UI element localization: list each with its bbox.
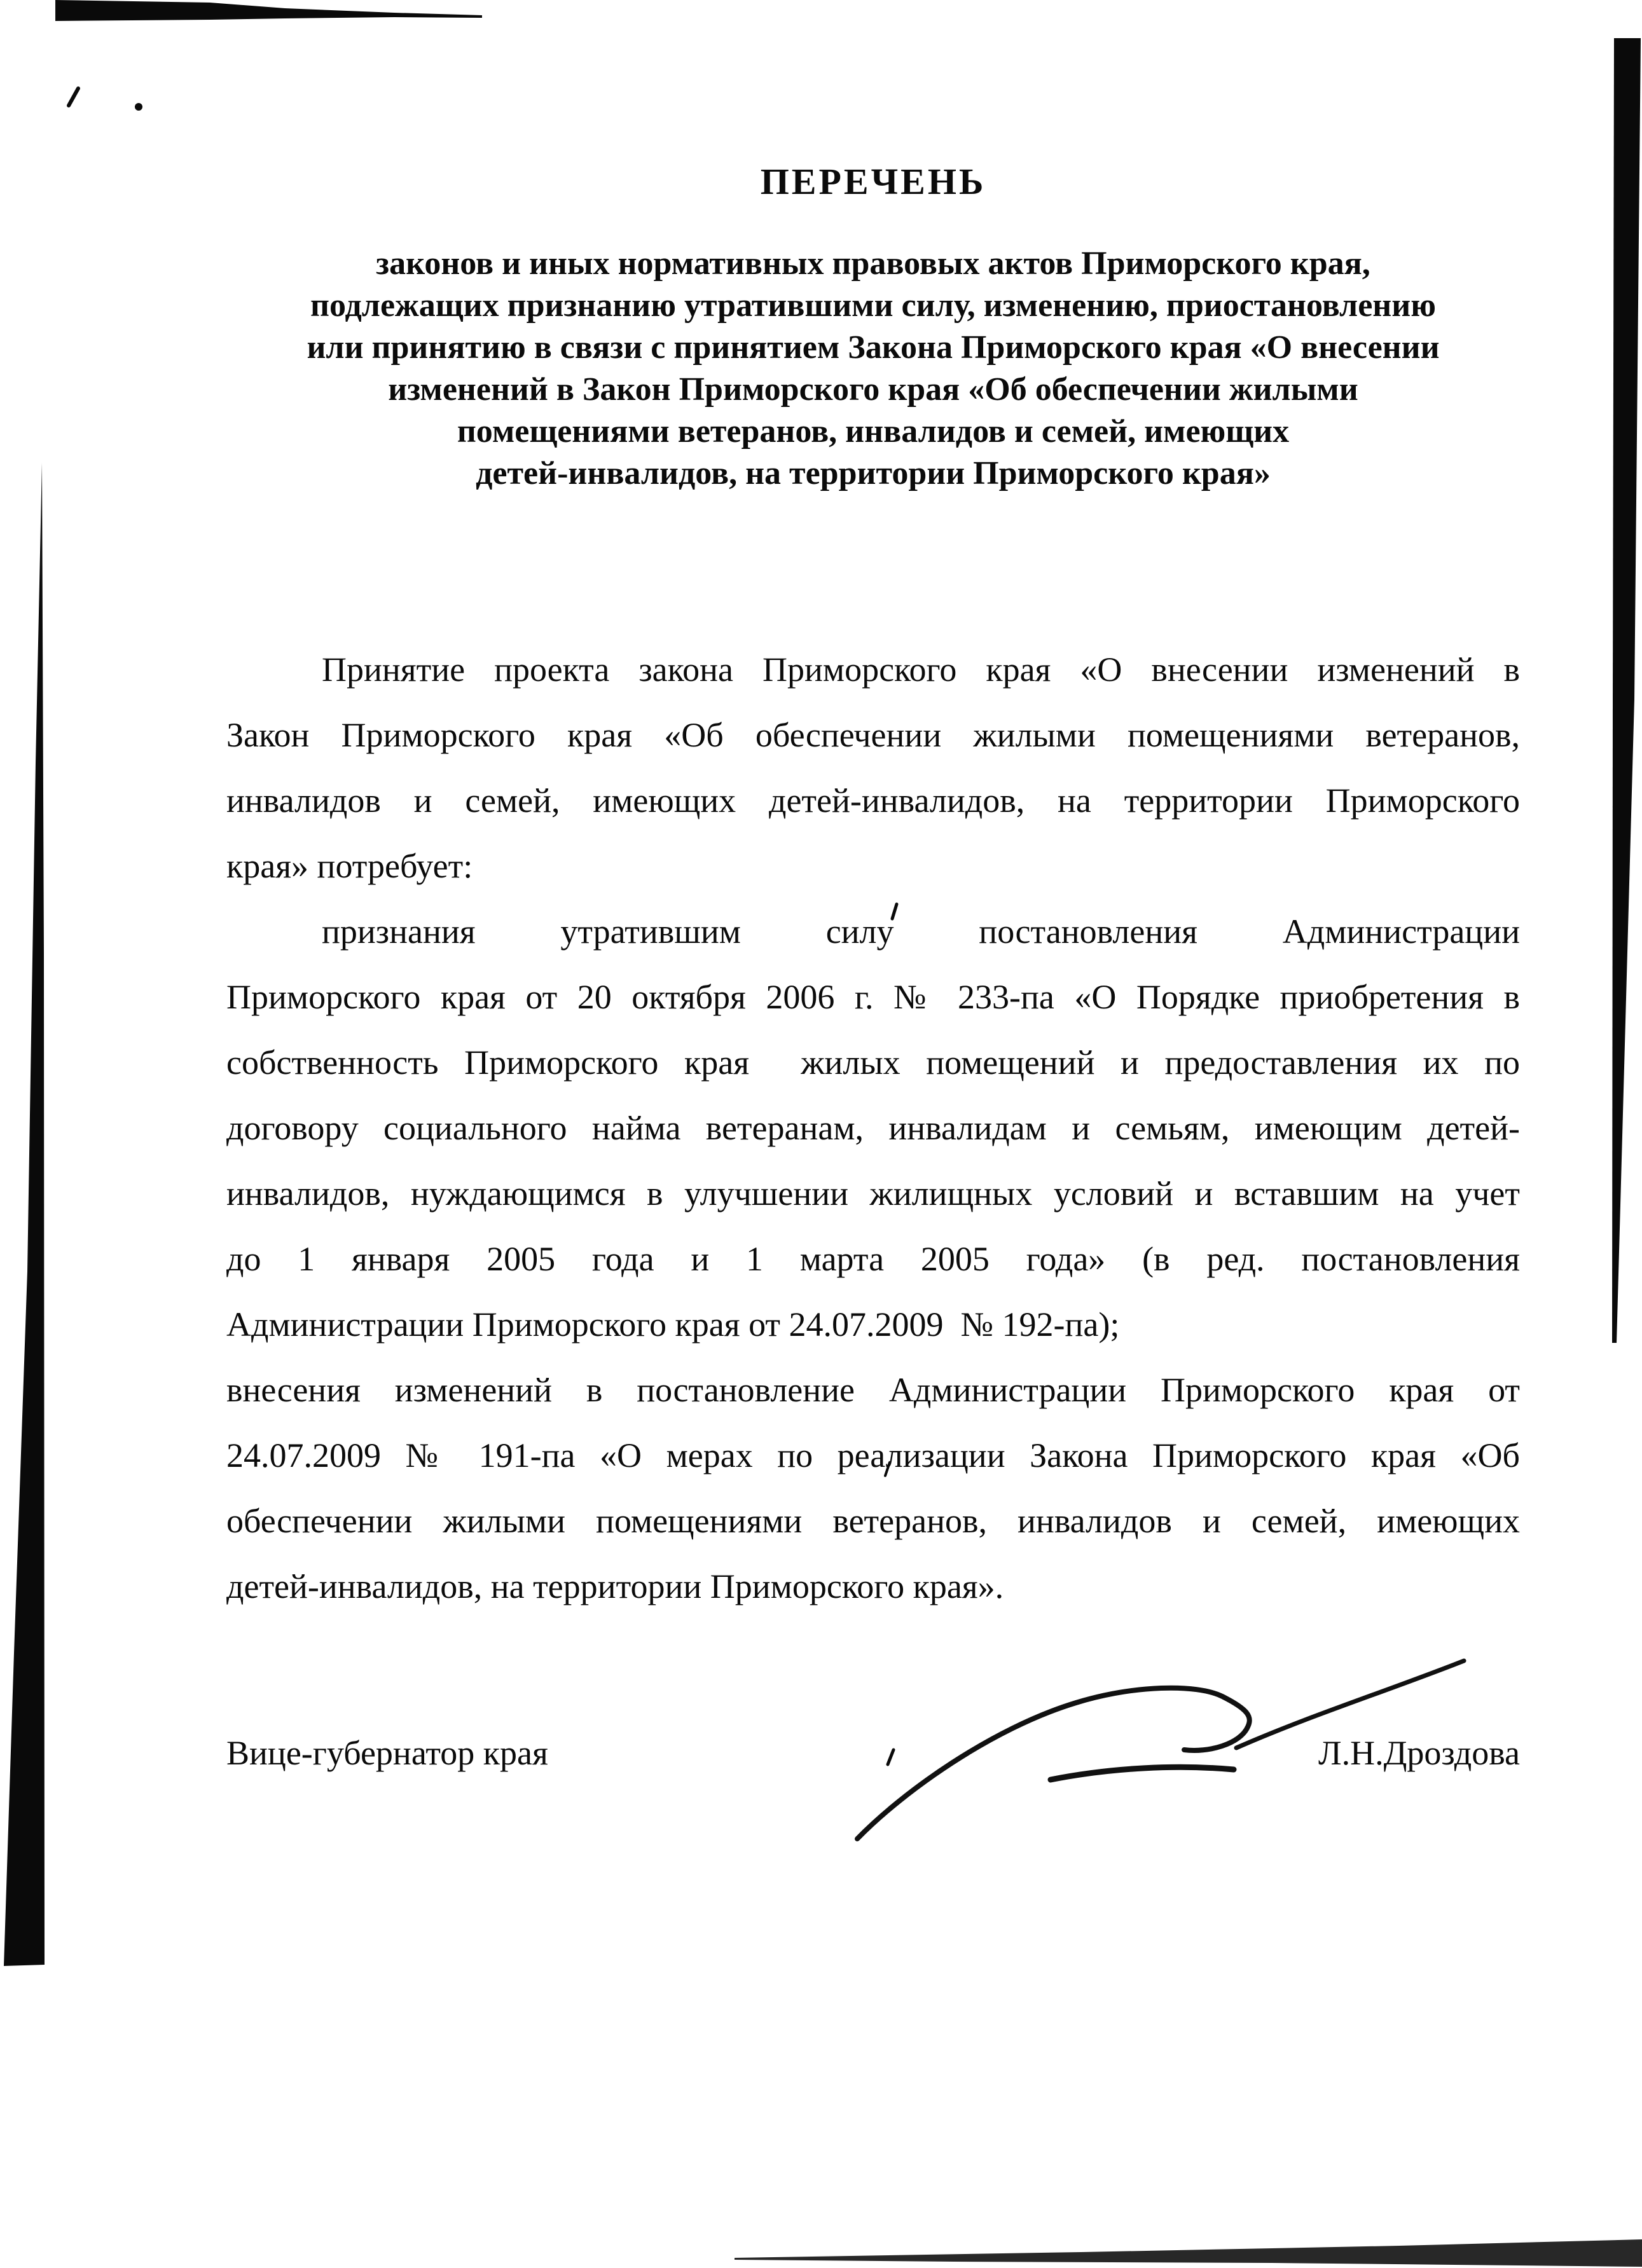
document-subtitle	[226, 243, 1520, 495]
scan-artifact-bottom-band	[735, 2239, 1642, 2267]
subtitle-line: изменений в Закон Приморского края «Об обеспечении жилыми	[388, 371, 1358, 408]
document-title: ПЕРЕЧЕНЬ	[760, 161, 986, 202]
body-line: обеспечении жилыми помещениями ветеранов, инвалидов и семей, имеющих	[226, 1502, 1520, 1540]
body-line: Закон Приморского края «Об обеспечении жилыми помещениями ветеранов,	[226, 716, 1520, 754]
body-line: договору социального найма ветеранам, инвалидам и семьям, имеющим детей-	[226, 1109, 1520, 1147]
document-body	[226, 637, 1520, 1619]
body-line: собственность Приморского края жилых помещений и предоставления их по	[226, 1043, 1520, 1082]
body-line: инвалидов, нуждающимся в улучшении жилищных условий и вставшим на учет	[226, 1174, 1520, 1213]
body-line: края» потребует:	[226, 847, 473, 885]
subtitle-line: подлежащих признанию утратившими силу, изменению, приостановлению	[310, 287, 1436, 324]
body-line: 24.07.2009 № 191-па «О мерах по реализации Закона Приморского края «Об	[226, 1436, 1520, 1474]
scan-artifact-top-bar	[55, 0, 482, 21]
subtitle-line: законов и иных нормативных правовых актов Приморского края,	[376, 245, 1370, 282]
signature-position-label: Вице-губернатор края	[226, 1734, 548, 1772]
body-line: до 1 января 2005 года и 1 марта 2005 года» (в ред. постановления	[226, 1240, 1520, 1278]
body-line: внесения изменений в постановление Администрации Приморского края от	[226, 1371, 1520, 1409]
body-line: Принятие проекта закона Приморского края «О внесении изменений в	[322, 650, 1520, 689]
scan-artifact-left-bar	[4, 463, 45, 1966]
signatory-name: Л.Н.Дроздова	[1318, 1734, 1520, 1772]
subtitle-line: или принятию в связи с принятием Закона Приморского края «О внесении	[307, 329, 1440, 366]
subtitle-line: детей-инвалидов, на территории Приморского края»	[476, 455, 1271, 491]
body-line: инвалидов и семей, имеющих детей-инвалидов, на территории Приморского	[226, 781, 1520, 820]
subtitle-line: помещениями ветеранов, инвалидов и семей, имеющих	[457, 413, 1290, 450]
body-line: детей-инвалидов, на территории Приморского края».	[226, 1567, 1004, 1605]
body-line: Приморского края от 20 октября 2006 г. № 233-па «О Порядке приобретения в	[226, 978, 1520, 1016]
body-line: Администрации Приморского края от 24.07.2009 № 192-па);	[226, 1305, 1120, 1344]
scan-artifact-right-bar	[1612, 38, 1641, 1343]
scan-artifact-pen-marks	[69, 88, 142, 111]
body-line: признания утратившим силу постановления Администрации	[322, 912, 1520, 951]
signature-row	[226, 1731, 1520, 1775]
